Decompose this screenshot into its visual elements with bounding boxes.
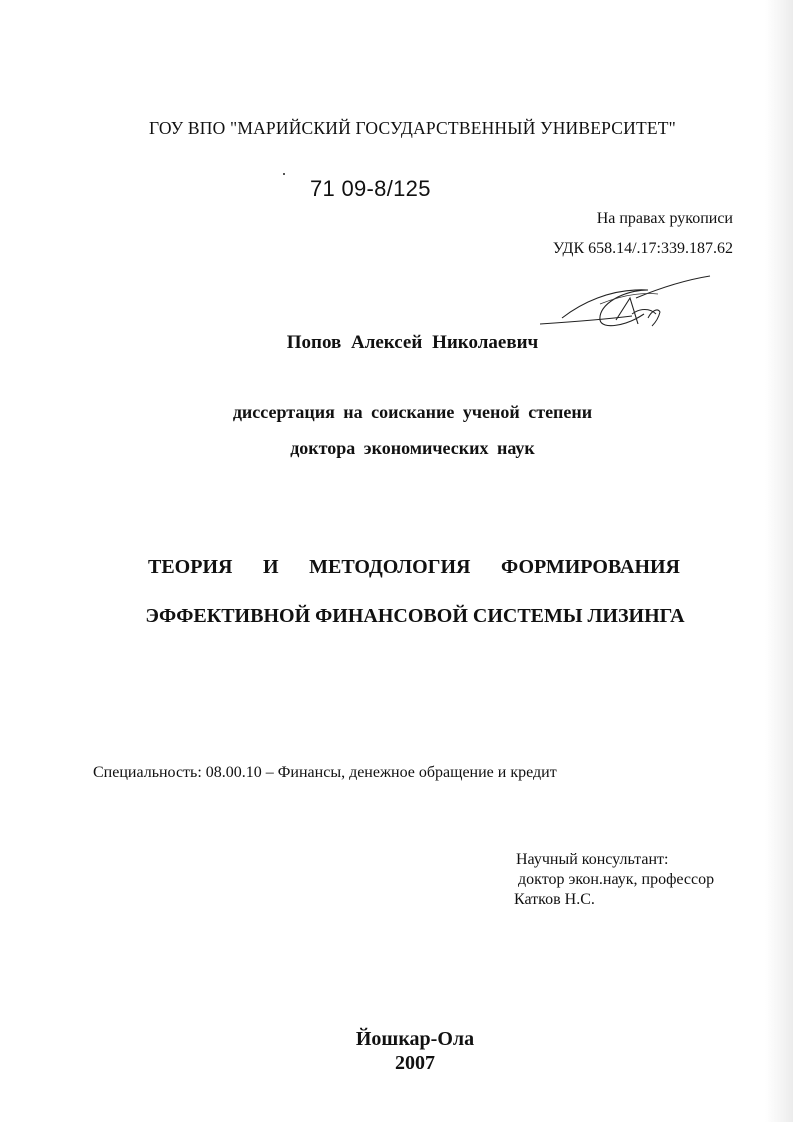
consultant-label: Научный консультант: (516, 851, 669, 868)
year: 2007 (395, 1052, 435, 1074)
title-word: ТЕОРИЯ (148, 556, 233, 578)
city: Йошкар-Ола (355, 1028, 475, 1050)
consultant-degree: доктор экон.наук, профессор (518, 871, 715, 888)
author-name: Попов Алексей Николаевич (286, 332, 539, 353)
title-line-2: ЭФФЕКТИВНОЙ ФИНАНСОВОЙ СИСТЕМЫ ЛИЗИНГА (145, 605, 685, 627)
academic-degree: доктора экономических наук (290, 438, 535, 458)
institution-name: ГОУ ВПО "МАРИЙСКИЙ ГОСУДАРСТВЕННЫЙ УНИВЕРСИТЕТ" (148, 118, 677, 138)
speciality: Специальность: 08.00.10 – Финансы, денежное обращение и кредит (93, 764, 557, 781)
scan-speck (283, 173, 285, 175)
archive-number: 71 09-8/125 (310, 176, 431, 201)
consultant-name: Катков Н.С. (514, 891, 595, 908)
udc-code: УДК 658.14/.17:339.187.62 (552, 240, 733, 257)
title-word: МЕТОДОЛОГИЯ (309, 556, 471, 578)
title-line-1 (148, 556, 680, 579)
scientific-consultant (516, 850, 714, 910)
title-word: ФОРМИРОВАНИЯ (501, 556, 680, 578)
rights-notice: На правах рукописи (596, 210, 733, 227)
dissertation-purpose: диссертация на соискание ученой степени (232, 402, 593, 422)
title-word: И (263, 556, 279, 578)
scan-edge-shadow (765, 0, 793, 1122)
